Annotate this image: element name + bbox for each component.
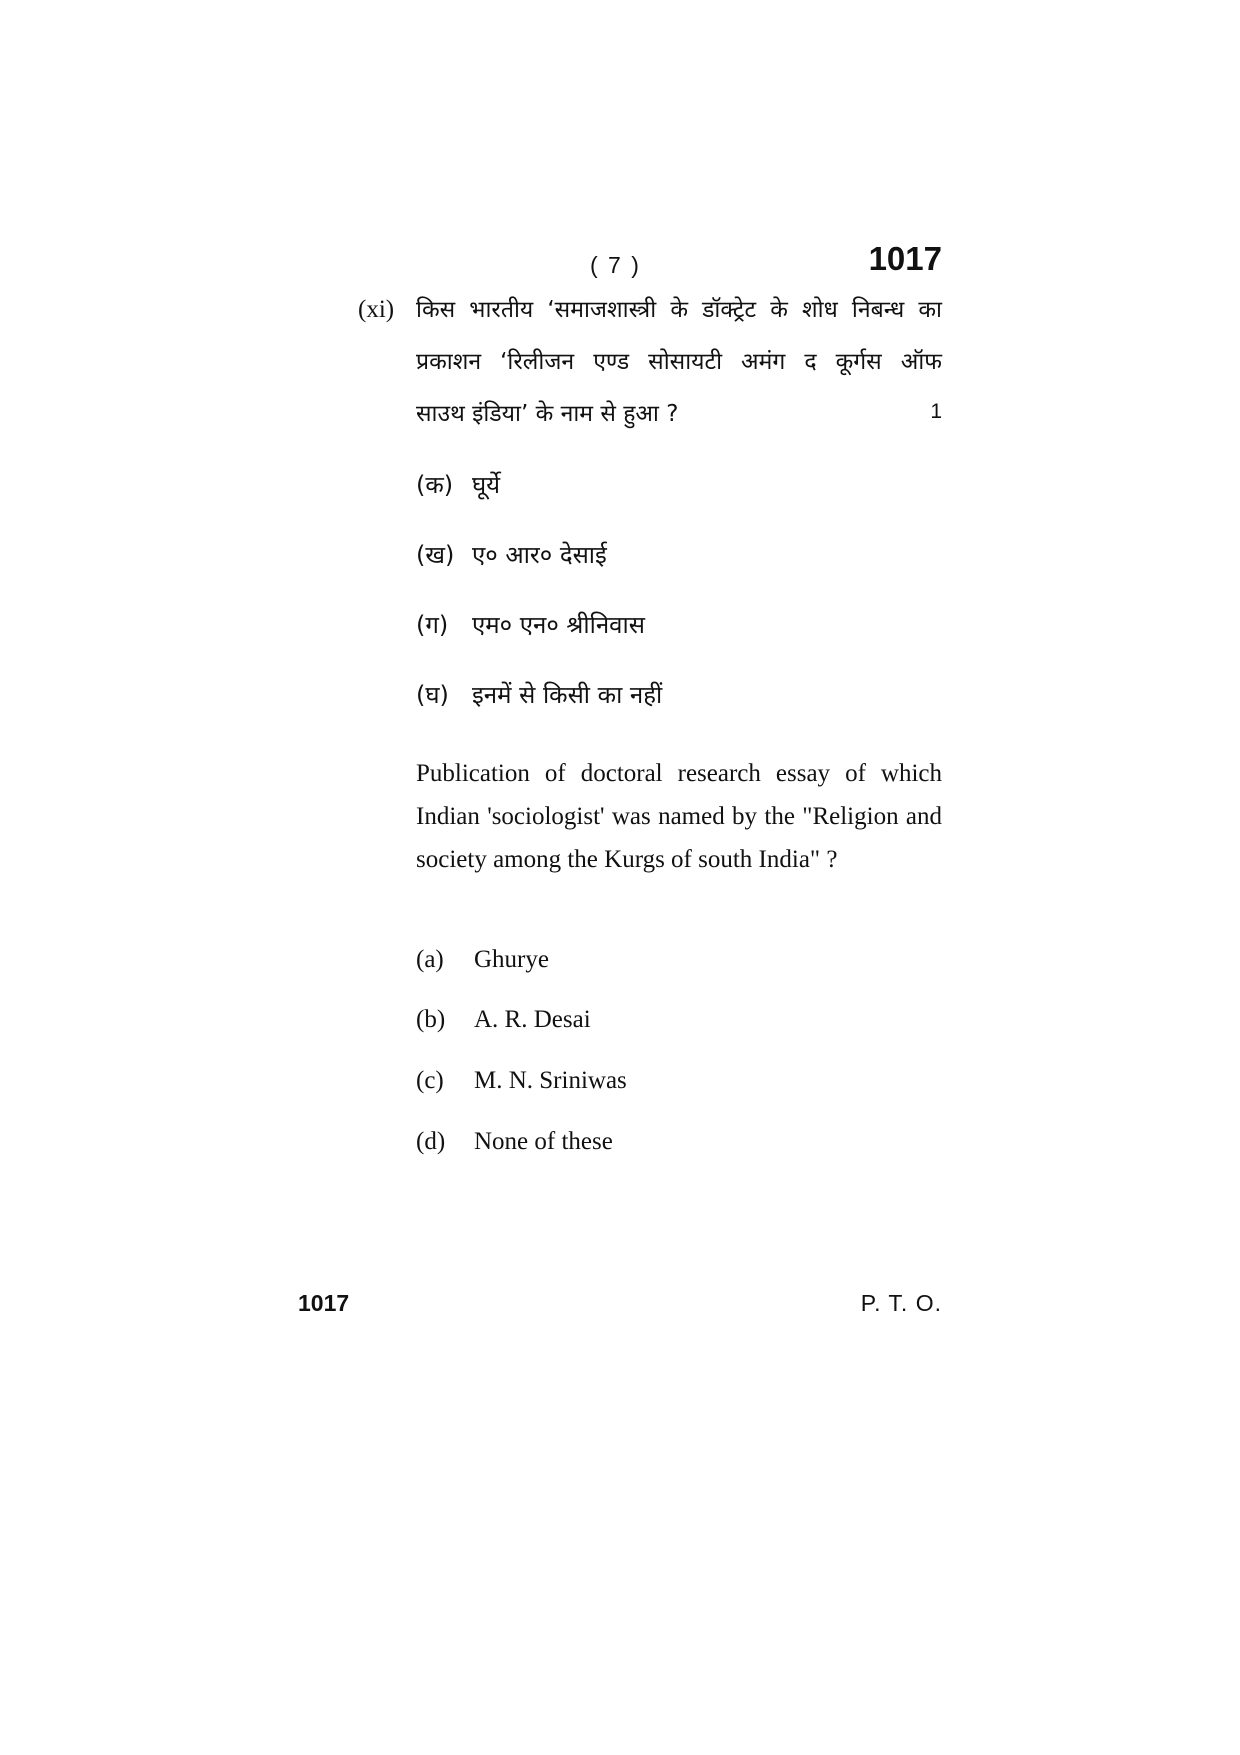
question-marks: 1: [930, 400, 942, 423]
option-text: घूर्ये: [472, 471, 501, 499]
question-hindi-line: किस भारतीय ‘समाजशास्त्री के डॉक्ट्रेट के शोध निबन्ध का: [416, 297, 942, 323]
question-number: (xi): [358, 296, 395, 323]
option-label: (a): [416, 946, 444, 973]
hindi-option-gha: [416, 678, 662, 711]
hindi-option-kha: [416, 538, 607, 571]
option-label: (ख): [416, 541, 455, 569]
option-text: इनमें से किसी का नहीं: [472, 681, 663, 709]
option-label: (क): [416, 471, 454, 499]
english-option-a: [416, 946, 549, 974]
option-text: A. R. Desai: [474, 1006, 591, 1033]
option-label: (ग): [416, 611, 449, 639]
option-label: (c): [416, 1067, 444, 1094]
option-label: (b): [416, 1006, 446, 1033]
paper-code-header: 1017: [868, 240, 942, 277]
hindi-option-ga: [416, 608, 645, 641]
pto-note: P. T. O.: [860, 1290, 942, 1316]
hindi-option-ka: [416, 468, 500, 501]
question-hindi-line: प्रकाशन ‘रिलीजन एण्ड सोसायटी अमंग द कूर्गस ऑफ: [416, 349, 942, 375]
option-text: M. N. Sriniwas: [474, 1067, 627, 1094]
question-hindi-line: साउथ इंडिया’ के नाम से हुआ ?: [416, 401, 679, 427]
option-text: Ghurye: [474, 946, 549, 973]
english-option-b: [416, 1006, 591, 1034]
option-label: (घ): [416, 681, 449, 709]
option-text: ए० आर० देसाई: [472, 541, 607, 569]
option-text: None of these: [474, 1128, 613, 1155]
question-text-hindi: [416, 284, 942, 440]
page-number: ( 7 ): [590, 252, 641, 278]
english-option-c: [416, 1067, 627, 1095]
option-label: (d): [416, 1128, 446, 1155]
question-text-english: Publication of doctoral research essay of which Indian 'sociologist' was named by the "Religion and society among the Kurgs of south India" ?: [416, 760, 942, 873]
option-text: एम० एन० श्रीनिवास: [472, 611, 645, 639]
english-option-d: [416, 1128, 613, 1156]
paper-code-footer: 1017: [298, 1290, 350, 1316]
